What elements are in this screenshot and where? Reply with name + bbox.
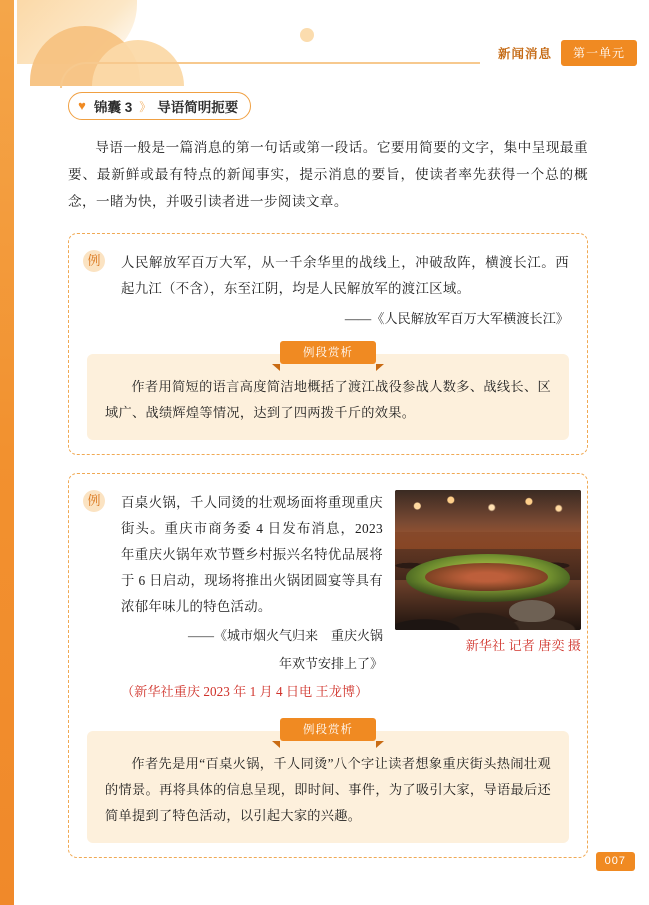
example-dateline-2: （新华社重庆 2023 年 1 月 4 日电 王龙博） bbox=[121, 684, 369, 699]
page-title: 新闻消息 bbox=[497, 47, 552, 61]
analysis-text-1: 作者用简短的语言高度简洁地概括了渡江战役参战人数多、战线长、区域广、战绩辉煌等情况，达到了四两拨千斤的效果。 bbox=[87, 354, 569, 440]
example-2-image-col bbox=[395, 490, 581, 704]
analysis-header-2: 例段赏析 bbox=[280, 718, 376, 741]
dot-decoration bbox=[300, 28, 314, 42]
page-header bbox=[498, 40, 637, 66]
section-tag bbox=[68, 92, 251, 120]
example-badge: 例 bbox=[83, 490, 105, 512]
example-text-1: 人民解放军百万大军，从一千余华里的战线上，冲破敌阵，横渡长江。西起九江（不含），东至江阴，均是人民解放军的渡江区域。 bbox=[121, 255, 569, 296]
example-badge: 例 bbox=[83, 250, 105, 272]
left-margin-divider bbox=[14, 0, 17, 905]
curve-decoration bbox=[60, 62, 480, 88]
example-card-1 bbox=[68, 233, 588, 455]
section-tag-subtitle: 导语简明扼要 bbox=[157, 100, 239, 115]
page-content bbox=[68, 92, 588, 858]
photo-credit: 新华社 记者 唐奕 摄 bbox=[465, 638, 581, 653]
analysis-block-1 bbox=[87, 341, 569, 440]
page-number: 007 bbox=[596, 852, 635, 871]
heart-icon: ♥ bbox=[78, 98, 86, 113]
photo-hat-detail bbox=[509, 600, 555, 622]
photo-lights-layer bbox=[395, 494, 581, 524]
example-source-1: ——《人民解放军百万大军横渡长江》 bbox=[344, 311, 569, 326]
analysis-header-1: 例段赏析 bbox=[280, 341, 376, 364]
section-tag-label: 锦囊 3 bbox=[94, 100, 133, 115]
example-text-2: 百桌火锅，千人同烫的壮观场面将重现重庆街头。重庆市商务委 4 日发布消息，2023 年重庆火锅年欢节暨乡村振兴名特优品展将于 6 日启动，现场将推出火锅团圆宴等具有浓郁年味儿的特色活动。 bbox=[121, 495, 383, 614]
chevron-right-icon: 》 bbox=[139, 99, 152, 114]
unit-badge: 第一单元 bbox=[561, 40, 637, 66]
example-2-text-col bbox=[121, 490, 383, 704]
left-margin-bar bbox=[0, 0, 14, 905]
intro-paragraph: 导语一般是一篇消息的第一句话或第一段话。它要用简要的文字，集中呈现最重要、最新鲜或最有特点的新闻事实，提示消息的要旨，使读者率先获得一个总的概念，一睹为快，并吸引读者进一步阅读文章。 bbox=[68, 140, 588, 209]
example-source-2-line1: ——《城市烟火气归来 重庆火锅 bbox=[187, 628, 383, 643]
section-tag-row bbox=[68, 92, 588, 120]
example-source-2-line2: 年欢节安排上了》 bbox=[278, 656, 383, 671]
hotpot-photo bbox=[395, 490, 581, 630]
example-2-body bbox=[121, 490, 581, 704]
analysis-block-2 bbox=[87, 718, 569, 843]
example-card-2 bbox=[68, 473, 588, 858]
analysis-text-2: 作者先是用“百桌火锅，千人同烫”八个字让读者想象重庆街头热闹壮观的情景。再将具体的信息呈现，即时间、事件，为了吸引大家，导语最后还简单提到了特色活动，以引起大家的兴趣。 bbox=[87, 731, 569, 843]
